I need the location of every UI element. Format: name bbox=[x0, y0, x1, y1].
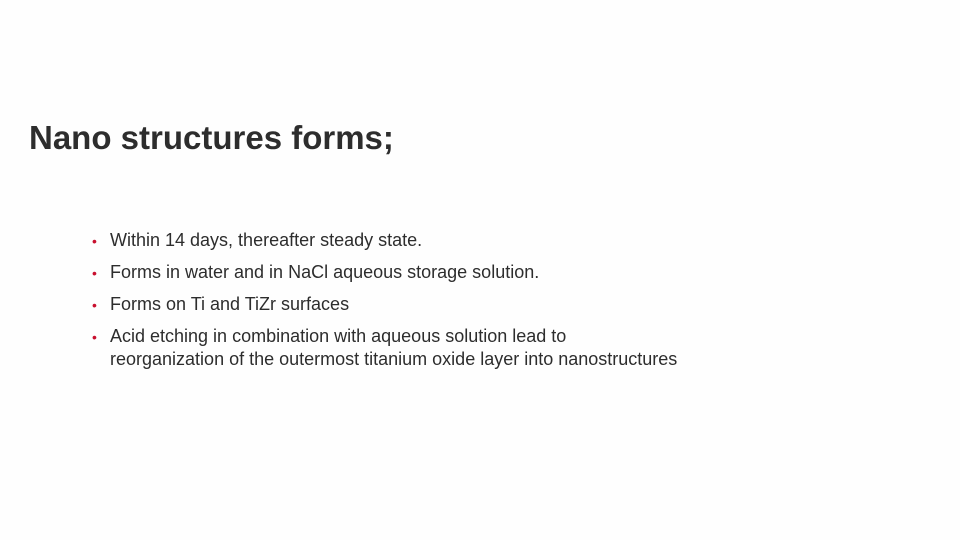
bullet-icon: • bbox=[92, 233, 97, 249]
bullet-text-line-1: Acid etching in combination with aqueous solution lead to bbox=[110, 326, 567, 346]
bullet-text: Forms on Ti and TiZr surfaces bbox=[110, 294, 350, 314]
bullet-list bbox=[92, 229, 812, 379]
bullet-text-multiline bbox=[110, 325, 677, 371]
bullet-icon: • bbox=[92, 329, 97, 345]
bullet-item bbox=[92, 293, 812, 317]
bullet-icon: • bbox=[92, 297, 97, 313]
bullet-text: Within 14 days, thereafter steady state. bbox=[110, 230, 423, 250]
bullet-text-line-2: reorganization of the outermost titanium oxide layer into nanostructures bbox=[110, 349, 678, 369]
slide-title: Nano structures forms; bbox=[29, 119, 394, 156]
bullet-item bbox=[92, 325, 812, 371]
bullet-text: Forms in water and in NaCl aqueous storage solution. bbox=[110, 262, 540, 282]
bullet-item bbox=[92, 229, 812, 253]
bullet-icon: • bbox=[92, 265, 97, 281]
bullet-item bbox=[92, 261, 812, 285]
